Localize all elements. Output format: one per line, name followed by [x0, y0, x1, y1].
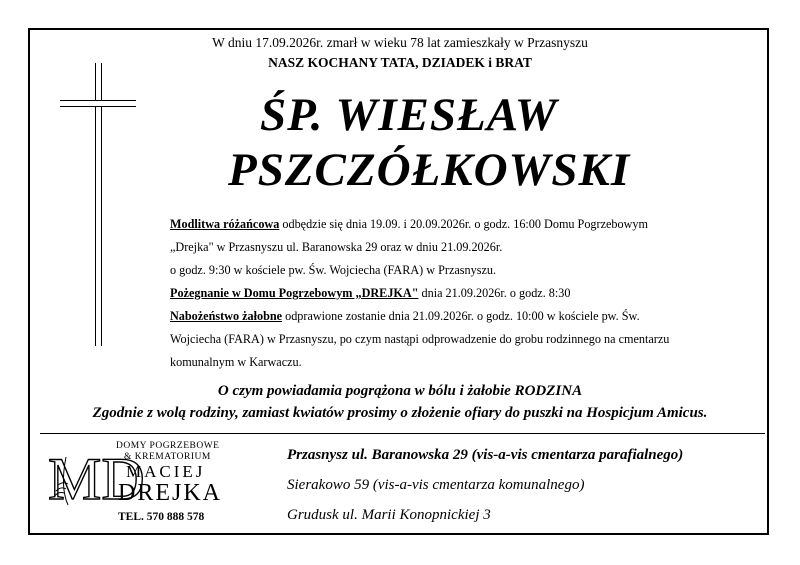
- rosary-paragraph: [170, 217, 648, 232]
- logo-name1: MACIEJ: [126, 462, 206, 481]
- farewell-paragraph: [170, 286, 570, 301]
- death-notice-line: W dniu 17.09.2026r. zmarł w wieku 78 lat zamieszkały w Przasnyszu: [212, 35, 588, 50]
- deceased-name-line1: ŚP. WIESŁAW: [260, 89, 558, 141]
- rosary-line3: o godz. 9:30 w kościele pw. Św. Wojciecha (FARA) w Przasnyszu.: [170, 263, 496, 277]
- mass-text: odprawione zostanie dnia 21.09.2026r. o godz. 10:00 w kościele pw. Św.: [282, 309, 640, 323]
- rosary-line2: „Drejka" w Przasnyszu ul. Baranowska 29 oraz w dniu 21.09.2026r.: [170, 240, 503, 254]
- rosary-text: odbędzie się dnia 19.09. i 20.09.2026r. o godz. 16:00 Domu Pogrzebowym: [279, 217, 648, 231]
- address-sierakowo: Sierakowo 59 (vis-a-vis cmentarza komunalnego): [287, 477, 585, 493]
- divider: [40, 433, 765, 434]
- monogram-letters: MD: [48, 446, 145, 512]
- rosary-label: Modlitwa różańcowa: [170, 217, 280, 231]
- mass-paragraph: [170, 309, 640, 324]
- logo-line2: & KREMATORIUM: [124, 452, 211, 462]
- family-notice: O czym powiadamia pogrążona w bólu i żałobie RODZINA: [217, 383, 583, 399]
- address-przasnysz: Przasnysz ul. Baranowska 29 (vis-a-vis cmentarza parafialnego): [287, 447, 684, 463]
- deceased-name-line2: PSZCZÓŁKOWSKI: [228, 144, 631, 196]
- donation-request: Zgodnie z wolą rodziny, zamiast kwiatów prosimy o złożenie ofiary do puszki na Hospicjum Amicus.: [92, 405, 708, 421]
- mass-line3: komunalnym w Karwaczu.: [170, 355, 302, 369]
- relation-line: NASZ KOCHANY TATA, DZIADEK i BRAT: [268, 55, 532, 70]
- logo-phone: TEL. 570 888 578: [118, 511, 205, 523]
- farewell-label: Pożegnanie w Domu Pogrzebowym „DREJKA": [170, 286, 419, 300]
- logo-name2: DREJKA: [118, 480, 223, 506]
- funeral-home-logo: [40, 437, 235, 527]
- mass-label: Nabożeństwo żałobne: [170, 309, 283, 323]
- logo-line1: DOMY POGRZEBOWE: [116, 441, 220, 451]
- mass-line2: Wojciecha (FARA) w Przasnyszu, po czym nastąpi odprowadzenie do grobu rodzinnego na cmentarzu: [170, 332, 670, 346]
- address-grudusk: Grudusk ul. Marii Konopnickiej 3: [287, 507, 491, 523]
- farewell-text: dnia 21.09.2026r. o godz. 8:30: [418, 286, 571, 300]
